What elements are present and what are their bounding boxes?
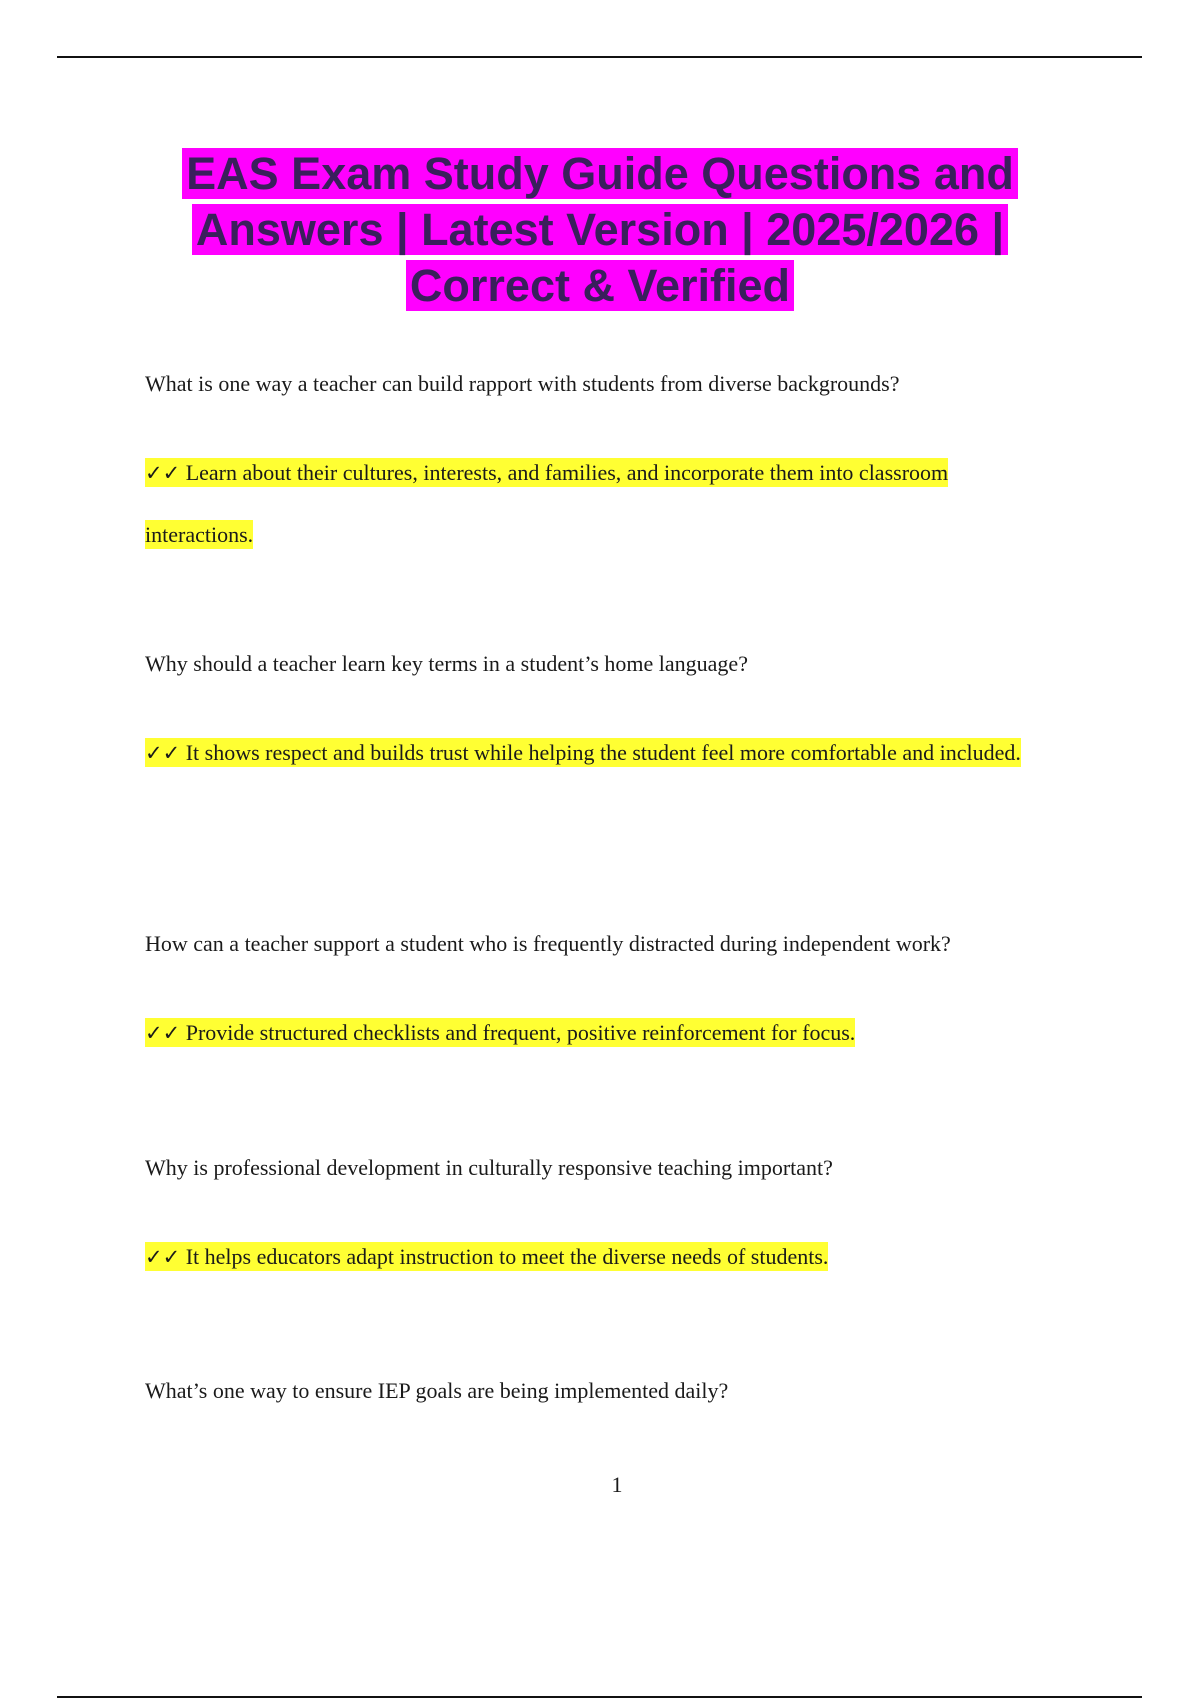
qa-item-1 [145,370,1045,547]
answer-body: It helps educators adapt instruction to meet the diverse needs of students. [185,1244,829,1269]
answer-body: Provide structured checklists and frequent, positive reinforcement for focus. [185,1020,856,1045]
answer-highlight [145,1242,828,1271]
answer-text [145,1002,1045,1064]
answer-highlight [145,1018,855,1047]
document-title [110,146,1090,314]
bottom-rule [57,1696,1142,1698]
double-check-icon: ✓✓ [145,461,181,485]
answer-body: It shows respect and builds trust while helping the student feel more comfortable and included. [185,740,1021,765]
page-number: 1 [611,1472,623,1497]
qa-item-3 [145,930,1045,1045]
double-check-icon: ✓✓ [145,1245,181,1269]
answer-highlight [145,458,948,549]
question-text: What is one way a teacher can build rapport with students from diverse backgrounds? [145,371,900,396]
title-highlight: EAS Exam Study Guide Questions and Answers | Latest Version | 2025/2026 | Correct & Verified [182,148,1018,311]
double-check-icon: ✓✓ [145,1021,181,1045]
answer-text [145,1226,1045,1288]
question-text: Why should a teacher learn key terms in a student’s home language? [145,651,748,676]
top-rule [57,56,1142,58]
question-text: How can a teacher support a student who is frequently distracted during independent work? [145,931,951,956]
answer-text [145,442,1045,565]
qa-item-5 [145,1377,1045,1405]
question-text: Why is professional development in culturally responsive teaching important? [145,1155,833,1180]
qa-item-4 [145,1154,1045,1269]
question-text: What’s one way to ensure IEP goals are being implemented daily? [145,1378,729,1403]
answer-text [145,722,1045,784]
qa-item-2 [145,650,1045,765]
double-check-icon: ✓✓ [145,741,181,765]
answer-body: Learn about their cultures, interests, and families, and incorporate them into classroom interactions. [145,460,949,547]
answer-highlight [145,738,1021,767]
